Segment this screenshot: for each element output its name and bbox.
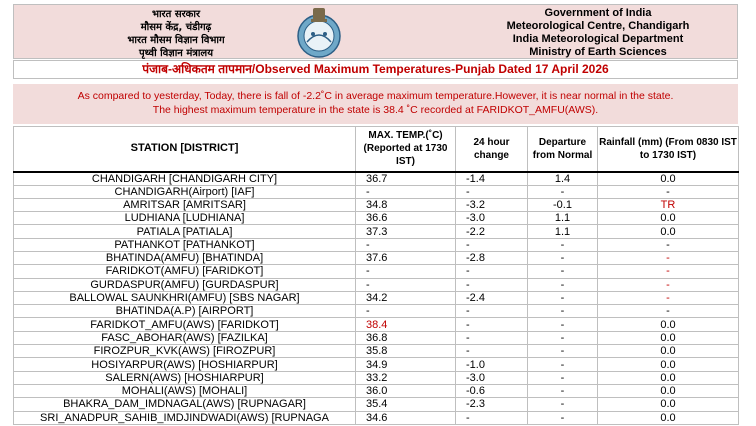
temperature-table	[13, 126, 739, 425]
departure-cell: -	[528, 318, 598, 331]
table-row	[14, 305, 739, 318]
rainfall-cell: 0.0	[598, 358, 739, 371]
table-row	[14, 172, 739, 186]
table-header-row	[14, 127, 739, 172]
departure-cell: -	[528, 305, 598, 318]
rainfall-cell: 0.0	[598, 384, 739, 397]
change-cell: -2.2	[456, 225, 528, 238]
station-cell: BHATINDA(AMFU) [BHATINDA]	[14, 251, 356, 264]
english-organisation-block	[473, 7, 723, 59]
station-cell: BHATINDA(A.P) [AIRPORT]	[14, 305, 356, 318]
rainfall-cell: 0.0	[598, 225, 739, 238]
col-header-departure: Departure from Normal	[528, 127, 598, 172]
departure-cell: -	[528, 278, 598, 291]
maxtemp-cell: 37.3	[356, 225, 456, 238]
rainfall-cell: 0.0	[598, 318, 739, 331]
change-cell: -1.4	[456, 172, 528, 186]
station-cell: FARIDKOT(AMFU) [FARIDKOT]	[14, 265, 356, 278]
maxtemp-cell: -	[356, 305, 456, 318]
summary-box	[13, 84, 738, 124]
station-cell: GURDASPUR(AMFU) [GURDASPUR]	[14, 278, 356, 291]
summary-line: The highest maximum temperature in the state is 38.4 ˚C recorded at FARIDKOT_AMFU(AWS).	[152, 104, 599, 116]
maxtemp-cell: 34.2	[356, 291, 456, 304]
maxtemp-cell: 38.4	[356, 318, 456, 331]
english-line: Ministry of Earth Sciences	[529, 46, 667, 58]
report-title: पंजाब-अधिकतम तापमान/Observed Maximum Temperatures-Punjab Dated 17 April 2026	[13, 60, 738, 79]
station-cell: PATHANKOT [PATHANKOT]	[14, 238, 356, 251]
table-row	[14, 345, 739, 358]
table-row	[14, 251, 739, 264]
rainfall-cell: -	[598, 291, 739, 304]
change-cell: -3.0	[456, 212, 528, 225]
rainfall-cell: -	[598, 251, 739, 264]
maxtemp-cell: 34.8	[356, 198, 456, 211]
change-cell: -	[456, 345, 528, 358]
english-line: Meteorological Centre, Chandigarh	[506, 20, 690, 32]
change-cell: -2.8	[456, 251, 528, 264]
maxtemp-cell: 36.8	[356, 331, 456, 344]
departure-cell: -	[528, 291, 598, 304]
station-cell: BALLOWAL SAUNKHRI(AMFU) [SBS NAGAR]	[14, 291, 356, 304]
maxtemp-cell: 34.9	[356, 358, 456, 371]
table-row	[14, 225, 739, 238]
maxtemp-cell: 36.7	[356, 172, 456, 186]
departure-cell: -0.1	[528, 198, 598, 211]
table-row	[14, 198, 739, 211]
maxtemp-cell: -	[356, 265, 456, 278]
station-cell: FIROZPUR_KVK(AWS) [FIROZPUR]	[14, 345, 356, 358]
report-header	[13, 4, 738, 59]
maxtemp-cell: 35.8	[356, 345, 456, 358]
col-header-maxtemp: MAX. TEMP.(˚C) (Reported at 1730 IST)	[356, 127, 456, 172]
maxtemp-cell: 34.6	[356, 411, 456, 424]
maxtemp-cell: 35.4	[356, 398, 456, 411]
col-header-rainfall: Rainfall (mm) (From 0830 IST to 1730 IST)	[598, 127, 739, 172]
change-cell: -3.0	[456, 371, 528, 384]
change-cell: -	[456, 265, 528, 278]
rainfall-cell: 0.0	[598, 331, 739, 344]
maxtemp-cell: -	[356, 238, 456, 251]
hindi-line: भारत सरकार	[151, 9, 201, 20]
table-row	[14, 185, 739, 198]
table-row	[14, 384, 739, 397]
station-cell: FASC_ABOHAR(AWS) [FAZILKA]	[14, 331, 356, 344]
departure-cell: -	[528, 238, 598, 251]
departure-cell: -	[528, 185, 598, 198]
rainfall-cell: 0.0	[598, 398, 739, 411]
station-cell: CHANDIGARH [CHANDIGARH CITY]	[14, 172, 356, 186]
departure-cell: 1.1	[528, 225, 598, 238]
maxtemp-cell: 33.2	[356, 371, 456, 384]
maxtemp-cell: 36.6	[356, 212, 456, 225]
rainfall-cell: -	[598, 185, 739, 198]
station-cell: SALERN(AWS) [HOSHIARPUR]	[14, 371, 356, 384]
rainfall-cell: 0.0	[598, 371, 739, 384]
change-cell: -	[456, 238, 528, 251]
maxtemp-cell: 36.0	[356, 384, 456, 397]
rainfall-cell: -	[598, 238, 739, 251]
change-cell: -0.6	[456, 384, 528, 397]
departure-cell: -	[528, 384, 598, 397]
departure-cell: -	[528, 251, 598, 264]
hindi-line: मौसम केंद्र, चंडीगढ़	[140, 22, 212, 33]
table-row	[14, 265, 739, 278]
table-row	[14, 212, 739, 225]
col-header-change: 24 hour change	[456, 127, 528, 172]
col-header-station: STATION [DISTRICT]	[14, 127, 356, 172]
maxtemp-cell: -	[356, 185, 456, 198]
change-cell: -	[456, 185, 528, 198]
departure-cell: -	[528, 398, 598, 411]
departure-cell: -	[528, 371, 598, 384]
station-cell: MOHALI(AWS) [MOHALI]	[14, 384, 356, 397]
rainfall-cell: TR	[598, 198, 739, 211]
english-line: Government of India	[544, 7, 652, 19]
station-cell: PATIALA [PATIALA]	[14, 225, 356, 238]
rainfall-cell: -	[598, 278, 739, 291]
hindi-organisation-block	[106, 8, 246, 60]
station-cell: BHAKRA_DAM_IMDNAGAL(AWS) [RUPNAGAR]	[14, 398, 356, 411]
station-cell: AMRITSAR [AMRITSAR]	[14, 198, 356, 211]
change-cell: -2.4	[456, 291, 528, 304]
table-row	[14, 358, 739, 371]
table-row	[14, 291, 739, 304]
change-cell: -	[456, 318, 528, 331]
rainfall-cell: 0.0	[598, 212, 739, 225]
station-cell: SRI_ANADPUR_SAHIB_IMDJINDWADI(AWS) [RUPNAGA	[14, 411, 356, 424]
departure-cell: -	[528, 331, 598, 344]
change-cell: -2.3	[456, 398, 528, 411]
table-row	[14, 331, 739, 344]
rainfall-cell: -	[598, 305, 739, 318]
table-row	[14, 371, 739, 384]
summary-line: As compared to yesterday, Today, there is fall of -2.2˚C in average maximum temperature.However, it is near normal in the state.	[77, 90, 674, 102]
departure-cell: 1.4	[528, 172, 598, 186]
station-cell: HOSIYARPUR(AWS) [HOSHIARPUR]	[14, 358, 356, 371]
hindi-line: पृथ्वी विज्ञान मंत्रालय	[138, 48, 214, 59]
departure-cell: -	[528, 345, 598, 358]
table-row	[14, 411, 739, 424]
maxtemp-cell: 37.6	[356, 251, 456, 264]
change-cell: -1.0	[456, 358, 528, 371]
rainfall-cell: 0.0	[598, 172, 739, 186]
rainfall-cell: 0.0	[598, 345, 739, 358]
table-row	[14, 398, 739, 411]
maxtemp-cell: -	[356, 278, 456, 291]
rainfall-cell: -	[598, 265, 739, 278]
departure-cell: -	[528, 358, 598, 371]
rainfall-cell: 0.0	[598, 411, 739, 424]
departure-cell: -	[528, 411, 598, 424]
station-cell: CHANDIGARH(Airport) [IAF]	[14, 185, 356, 198]
station-cell: LUDHIANA [LUDHIANA]	[14, 212, 356, 225]
change-cell: -	[456, 331, 528, 344]
station-cell: FARIDKOT_AMFU(AWS) [FARIDKOT]	[14, 318, 356, 331]
table-row	[14, 318, 739, 331]
change-cell: -	[456, 278, 528, 291]
english-line: India Meteorological Department	[512, 33, 684, 45]
change-cell: -	[456, 305, 528, 318]
hindi-line: भारत मौसम विज्ञान विभाग	[127, 35, 225, 46]
imd-emblem-icon	[293, 6, 345, 58]
departure-cell: 1.1	[528, 212, 598, 225]
departure-cell: -	[528, 265, 598, 278]
table-row	[14, 238, 739, 251]
change-cell: -	[456, 411, 528, 424]
table-row	[14, 278, 739, 291]
change-cell: -3.2	[456, 198, 528, 211]
